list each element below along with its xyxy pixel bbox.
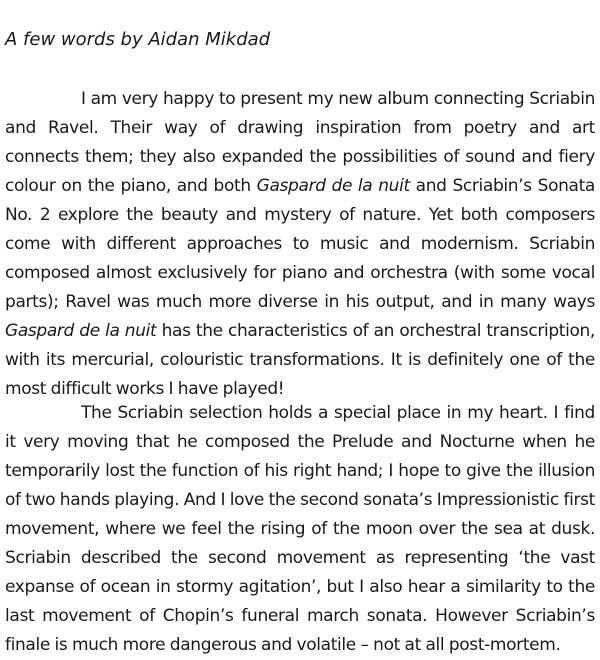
- text-segment: I am very happy to present my new album connecting Scriabin and Ravel. Their way of drawing inspiration from poetry and art connects them; they also expanded the possibilities of sound and fiery colour on the piano, and both: [5, 89, 595, 196]
- document-heading: A few words by Aidan Mikdad: [5, 29, 271, 50]
- work-title: Gaspard de la nuit: [5, 321, 157, 341]
- text-segment: The Scriabin selection holds a special place in my heart. I find it very moving that he composed the Prelude and Nocturne when he temporarily lost the function of his right hand; I hope to give the illusion of two hands playing. And I love the second sonata’s Impressionistic first movement, where we feel the rising of the moon over the sea at dusk. Scriabin described the second movement as representing ‘the vast expanse of ocean in stormy agitation’, but I also hear a similarity to the last movement of Chopin’s funeral march sonata. However Scriabin’s finale is much more dangerous and volatile – not at all post-mortem.: [5, 403, 595, 655]
- text-segment: has the characteristics of an orchestral transcription, with its mercurial, colouristic transformations. It is definitely one of the most difficult works I have played!: [5, 321, 595, 399]
- text-segment: and Scriabin’s Sonata No. 2 explore the beauty and mystery of nature. Yet both composers come with different approaches to music and modernism. Scriabin composed almost exclusively for piano and orchestra (with some vocal parts); Ravel was much more diverse in his output, and in many ways: [5, 176, 596, 312]
- paragraph-2: [5, 399, 595, 660]
- work-title: Gaspard de la nuit: [256, 176, 410, 196]
- paragraph-1: [5, 85, 595, 404]
